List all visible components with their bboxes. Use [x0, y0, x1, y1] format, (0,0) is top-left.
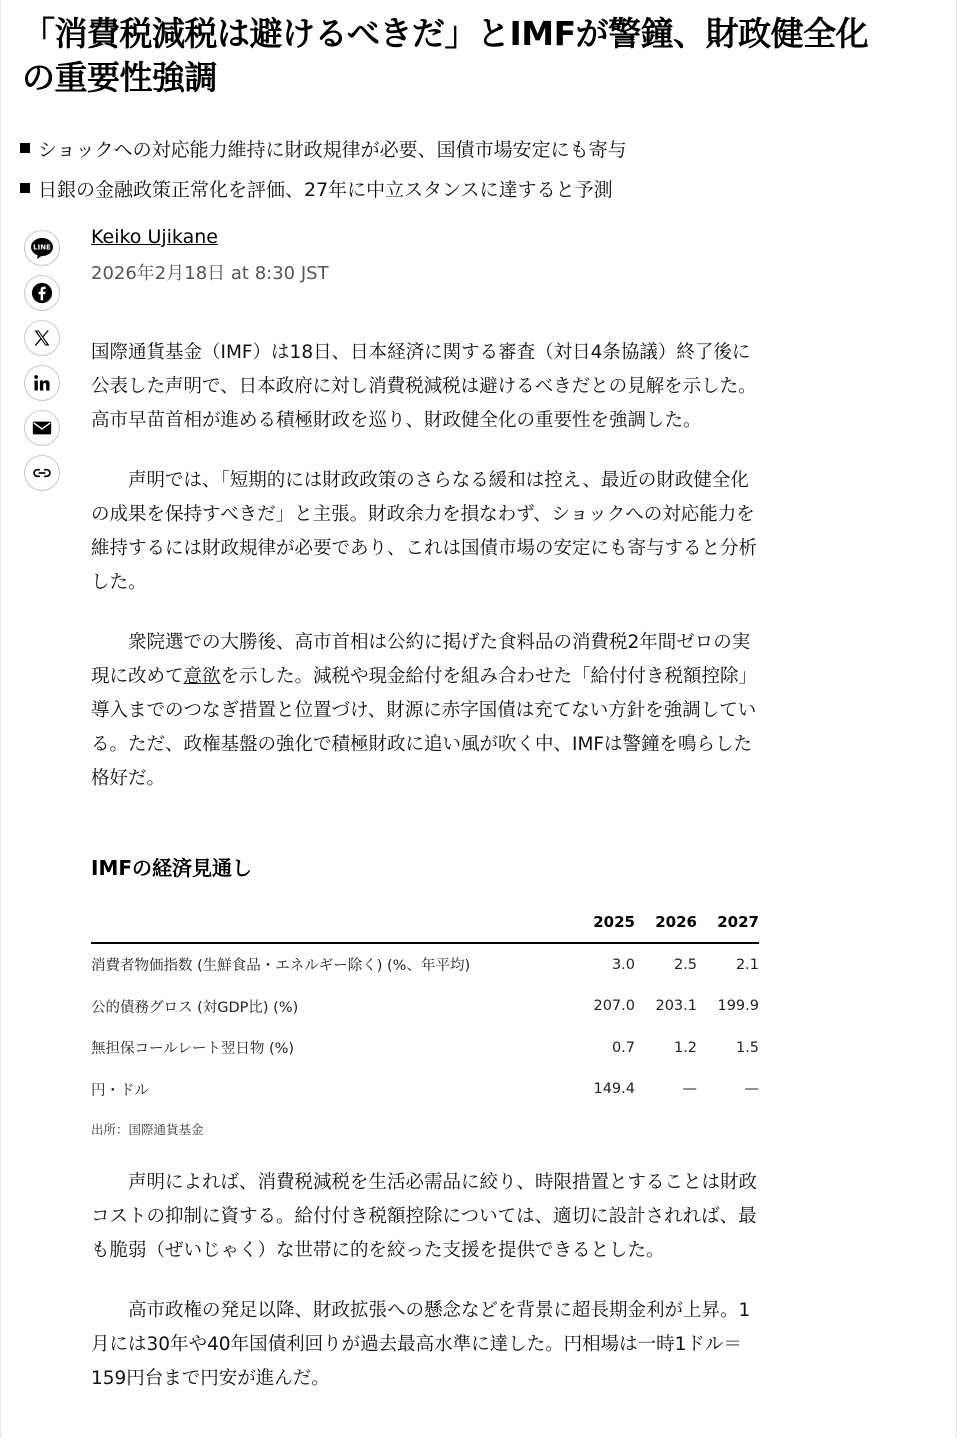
table-cell: 3.0: [611, 956, 635, 973]
table-cell: 2.5: [673, 956, 697, 973]
share-linkedin-button[interactable]: [24, 365, 60, 401]
article-paragraph: [91, 626, 761, 796]
table-header-year: 2026: [635, 902, 697, 943]
table-title: IMFの経済見通し: [91, 856, 253, 880]
article-headline: 「消費税減税は避けるべきだ」とIMFが警鐘、財政健全化の重要性強調: [22, 14, 869, 97]
paragraph-text: を示した。減税や現金給付を組み合わせた「給付付き税額控除」導入までのつなぎ措置と位置づけ、財源に赤字国債は充てない方針を強調している。ただ、政権基盤の強化で積極財政に追い風が吹く中、IMFは警鐘を鳴らした格好だ。: [91, 666, 758, 789]
share-x-button[interactable]: [24, 320, 60, 356]
table-source: 出所：国際通貨基金: [91, 1122, 204, 1137]
line-icon-text: LINE: [33, 243, 51, 252]
article-paragraph: 声明では、「短期的には財政政策のさらなる緩和は控え、最近の財政健全化の成果を保持すべきだ」と主張。財政余力を損なわず、ショックへの対応能力を維持するには財政規律が必要であり、これは国債市場の安定にも寄与すると分析した。: [91, 470, 758, 593]
table-cell: —: [682, 1081, 697, 1098]
table-row: [91, 986, 759, 1028]
table-row-label: 円・ドル: [91, 1082, 149, 1099]
email-icon: [31, 417, 53, 439]
share-facebook-button[interactable]: [24, 275, 60, 311]
table-cell: —: [744, 1081, 759, 1098]
share-line-button[interactable]: [24, 230, 60, 266]
linkedin-icon: [32, 373, 52, 393]
share-bar: [24, 230, 62, 500]
article-body: [91, 336, 761, 822]
economic-outlook-table: [91, 902, 759, 1110]
article-paragraph: 国際通貨基金（IMF）は18日、日本経済に関する審査（対日4条協議）終了後に公表した声明で、日本政府に対し消費税減税は避けるべきだとの見解を示した。高市早苗首相が進める積極財政を巡り、財政健全化の重要性を強調した。: [91, 342, 757, 431]
table-header-year: 2025: [573, 902, 635, 943]
article-body-continued: [91, 1166, 761, 1422]
table-cell: 0.7: [611, 1039, 635, 1056]
bullet-square-icon: [20, 183, 30, 193]
summary-bullet: [20, 128, 627, 168]
table-row: [91, 1027, 759, 1069]
paragraph-text: 衆院選での大勝後、高市首相は公約に掲げた食料品の消費税2年間ゼロの実現に改めて: [91, 632, 751, 687]
table-cell: 207.0: [593, 998, 635, 1015]
article-paragraph: 高市政権の発足以降、財政拡張への懸念などを背景に超長期金利が上昇。1月には30年や40年国債利回りが過去最高水準に達した。円相場は一時1ドル＝159円台まで円安が進んだ。: [91, 1300, 751, 1389]
table-cell: 2.1: [735, 956, 759, 973]
summary-bullet: [20, 168, 627, 208]
table-row-label: 無担保コールレート翌日物 (%): [91, 1041, 295, 1058]
facebook-icon: [31, 282, 53, 304]
copy-link-button[interactable]: [24, 455, 60, 491]
table-cell: 1.2: [673, 1039, 697, 1056]
publish-date: 2026年2月18日 at 8:30 JST: [91, 263, 329, 284]
table-header-row: [91, 902, 759, 943]
line-icon: [30, 236, 54, 260]
table-row: [91, 943, 759, 986]
table-row-label: 消費者物価指数 (生鮮食品・エネルギー除く) (%、年平均): [91, 958, 471, 975]
author-link[interactable]: Keiko Ujikane: [91, 226, 218, 248]
table-cell: 1.5: [735, 1039, 759, 1056]
bullet-square-icon: [20, 143, 30, 153]
table-cell: 203.1: [655, 998, 697, 1015]
summary-bullet-text: ショックへの対応能力維持に財政規律が必要、国債市場安定にも寄与: [38, 138, 627, 161]
summary-bullets: [20, 128, 627, 208]
table-cell: 149.4: [593, 1081, 635, 1098]
table-header-year: 2027: [697, 902, 759, 943]
link-icon: [32, 463, 52, 483]
summary-bullet-text: 日銀の金融政策正常化を評価、27年に中立スタンスに達すると予測: [38, 178, 613, 201]
share-email-button[interactable]: [24, 410, 60, 446]
inline-article-link[interactable]: 意欲: [183, 666, 221, 687]
x-icon: [32, 328, 52, 348]
article-paragraph: 声明によれば、消費税減税を生活必需品に絞り、時限措置とすることは財政コストの抑制に資する。給付付き税額控除については、適切に設計されれば、最も脆弱（ぜいじゃく）な世帯に的を絞った支援を提供できるとした。: [91, 1172, 758, 1261]
table-header-blank: [91, 902, 573, 943]
table-row-label: 公的債務グロス (対GDP比) (%): [91, 999, 299, 1016]
table-row: [91, 1069, 759, 1111]
table-cell: 199.9: [717, 998, 759, 1015]
